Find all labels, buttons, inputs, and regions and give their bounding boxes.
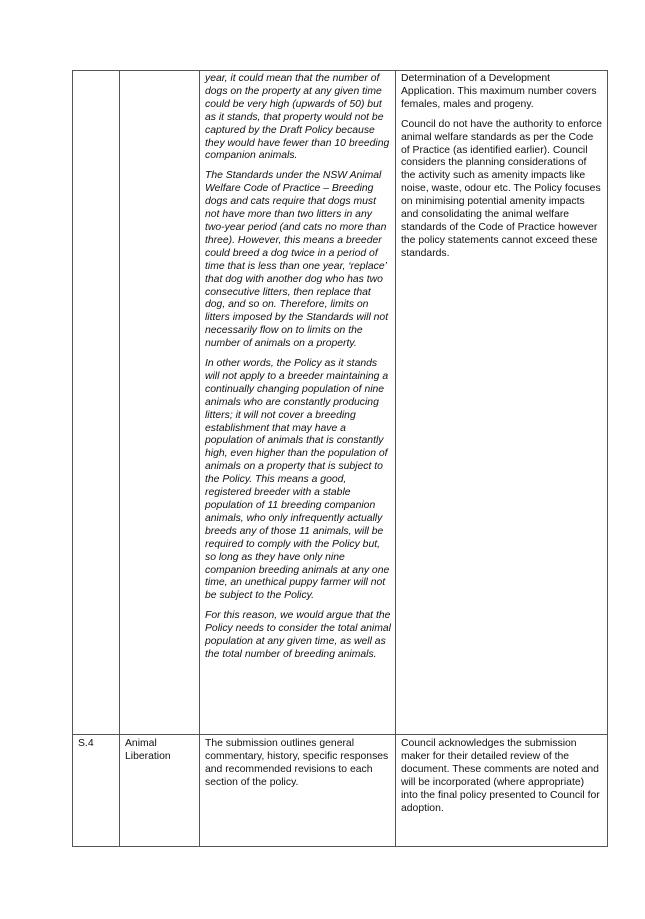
submissions-table [72, 70, 608, 847]
submission-cell [200, 71, 396, 735]
submission-cell [200, 735, 396, 847]
table-row [73, 735, 608, 847]
submitter-cell: Animal Liberation [120, 735, 200, 847]
council-response-cell [396, 735, 608, 847]
response-paragraph: Council acknowledges the submission maker for their detailed review of the document. These comments are noted and will be incorporated (where appropriate) into the final policy presented to Council for adoption. [401, 738, 600, 814]
table-row [73, 71, 608, 735]
submission-id-cell [73, 71, 120, 735]
submission-paragraph: year, it could mean that the number of dogs on the property at any given time could be very high (upwards of 50) but as it stands, that property would not be captured by the Draft Policy because they would have fewer than 10 breeding companion animals. [205, 73, 390, 162]
council-response-cell [396, 71, 608, 735]
response-paragraph: Council do not have the authority to enforce animal welfare standards as per the Code of Practice (as identified earlier). Council considers the planning considerations of the activity such as amenity impacts like noise, waste, odour etc. The Policy focuses on minimising potential amenity impacts and consolidating the animal welfare standards of the Code of Practice however the policy statements cannot exceed these standards. [401, 118, 603, 259]
submission-paragraph: For this reason, we would argue that the Policy needs to consider the total animal population at any given time, as well as the total number of breeding animals. [205, 610, 391, 660]
submission-paragraph: The submission outlines general commentary, history, specific responses and recommended revisions to each section of the policy. [205, 738, 389, 788]
submission-paragraph: In other words, the Policy as it stands will not apply to a breeder maintaining a continually changing population of nine animals who are constantly producing litters; it will not cover a breeding establishment that may have a population of animals that is constantly high, even higher than the population of animals on a property that is subject to the Policy. This means a good, registered breeder with a stable population of 11 breeding companion animals, who only infrequently actually breeds any of those 11 animals, will be required to comply with the Policy but, so long as they have only nine companion breeding animals at any one time, an unethical puppy farmer will not be subject to the Policy. [205, 358, 390, 602]
submission-id-cell: S.4 [73, 735, 120, 847]
response-paragraph: Determination of a Development Application. This maximum number covers females, males and progeny. [401, 73, 597, 110]
submission-paragraph: The Standards under the NSW Animal Welfare Code of Practice – Breeding dogs and cats require that dogs must not have more than two litters in any two-year period (and cats no more than three). However, this means a breeder could breed a dog twice in a period of time that is less than one year, ‘replace’ that dog with another dog who has two consecutive litters, then replace that dog, and so on. Therefore, limits on litters imposed by the Standards will not necessarily flow on to limits on the number of animals on a property. [205, 170, 389, 350]
submitter-cell [120, 71, 200, 735]
